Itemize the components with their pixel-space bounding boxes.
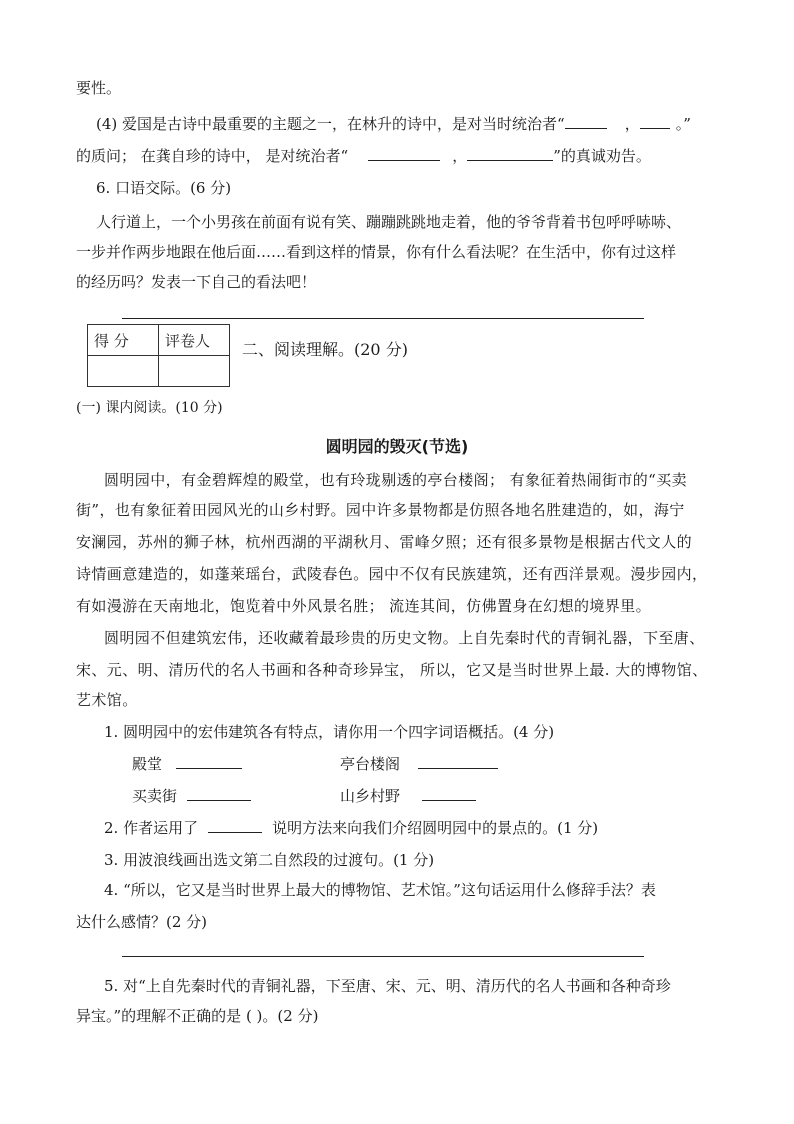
passage-line: 街”，也有象征着田园风光的山乡村野。园中许多景物都是仿照各地名胜建造的，如，海宁 (76, 501, 685, 519)
question-4-line2: 达什么感情？(2 分) (76, 913, 208, 931)
answer-blank[interactable] (208, 818, 262, 833)
word-label-maimaijie (132, 786, 251, 806)
question-4-text-a: (4) 爱国是古诗中最重要的主题之一，在林升的诗中，是对当时统治者“ (96, 115, 565, 133)
word-label-diantang (132, 754, 242, 774)
paragraph-line: 一步并作两步地跟在他后面……看到这样的情景，你有什么看法呢？在生活中，你有过这样 (76, 243, 677, 261)
question-4-line1: 4. “所以，它又是当时世界上最大的博物馆、艺术馆。”这句话运用什么修辞手法？表 (104, 881, 656, 899)
passage-line: 圆明园不但建筑宏伟，还收藏着最珍贵的历史文物。上自先秦时代的青铜礼器，下至唐、 (104, 629, 705, 647)
question-5-line2: 异宝。”的理解不正确的是 ( )。(2 分) (76, 1007, 319, 1025)
section-2-heading: 二、阅读理解。(20 分) (242, 340, 408, 359)
answer-blank[interactable] (368, 146, 440, 161)
answer-blank[interactable] (640, 114, 670, 129)
answer-blank[interactable] (422, 786, 476, 801)
paragraph-line: 的经历吗？发表一下自己的看法吧！ (76, 273, 317, 291)
question-4-line2 (76, 146, 651, 166)
word-label: 买卖街 (132, 787, 178, 805)
question-3: 3. 用波浪线画出选文第二自然段的过渡句。(1 分) (104, 851, 435, 869)
paragraph-line: 人行道上，一个小男孩在前面有说有笑、蹦蹦跳跳地走着，他的爷爷背着书包呼呼哧哧、 (96, 213, 682, 231)
answer-blank[interactable] (418, 754, 498, 769)
passage-line: 宋、元、明、清历代的名人书画和各种奇珍异宝， 所以，它又是当时世界上最. 大的博物馆、 (76, 661, 708, 679)
answer-blank[interactable] (565, 114, 607, 129)
passage-line: 圆明园中，有金碧辉煌的殿堂，也有玲珑剔透的亭台楼阁； 有象征着热闹街市的“买卖 (104, 471, 688, 489)
word-label-tingtai (340, 754, 498, 774)
question-4-line1 (96, 114, 691, 134)
question-4-text-b: 的质问； 在龚自珍的诗中， 是对统治者“ (76, 147, 349, 165)
question-2 (104, 818, 598, 838)
comma: ， (624, 115, 640, 133)
text-line-yaoxing: 要性。 (76, 79, 122, 97)
word-label: 殿堂 (132, 755, 163, 773)
grader-header: 评卷人 (159, 325, 230, 356)
word-label: 亭台楼阁 (340, 755, 401, 773)
question-6-heading: 6. 口语交际。(6 分) (96, 179, 232, 197)
comma: ， (452, 147, 468, 165)
quote-end: ”的真诚劝告。 (553, 147, 651, 165)
passage-line: 艺术馆。 (76, 691, 138, 709)
grader-cell[interactable] (159, 356, 230, 387)
word-label: 山乡村野 (340, 787, 401, 805)
question-2-text-b: 说明方法来向我们介绍圆明园中的景点的。(1 分) (272, 819, 599, 837)
score-cell[interactable] (88, 356, 159, 387)
score-header: 得 分 (88, 325, 159, 356)
answer-blank[interactable] (467, 146, 553, 161)
answer-blank[interactable] (187, 786, 251, 801)
passage-line: 安澜园，苏州的狮子林，杭州西湖的平湖秋月、雷峰夕照；还有很多景物是根据古代文人的 (76, 533, 693, 551)
quote-end: 。” (675, 115, 691, 133)
answer-blank[interactable] (176, 754, 242, 769)
question-1: 1. 圆明园中的宏伟建筑各有特点，请你用一个四字词语概括。(4 分) (104, 723, 555, 741)
passage-line: 有如漫游在天南地北，饱览着中外风景名胜； 流连其间，仿佛置身在幻想的境界里。 (76, 597, 651, 615)
answer-line[interactable] (122, 956, 644, 957)
question-2-text-a: 2. 作者运用了 (104, 819, 199, 837)
question-5-line1: 5. 对“上自先秦时代的青铜礼器，下至唐、宋、元、明、清历代的名人书画和各种奇珍 (104, 977, 671, 995)
subsection-heading: (一) 课内阅读。(10 分) (76, 400, 223, 416)
passage-line: 诗情画意建造的，如蓬莱瑶台，武陵春色。园中不仅有民族建筑，还有西洋景观。漫步园内， (76, 565, 708, 583)
word-label-shanxiang (340, 786, 476, 806)
score-table (87, 324, 230, 387)
passage-title: 圆明园的毁灭(节选) (325, 437, 469, 456)
answer-line[interactable] (122, 318, 644, 319)
